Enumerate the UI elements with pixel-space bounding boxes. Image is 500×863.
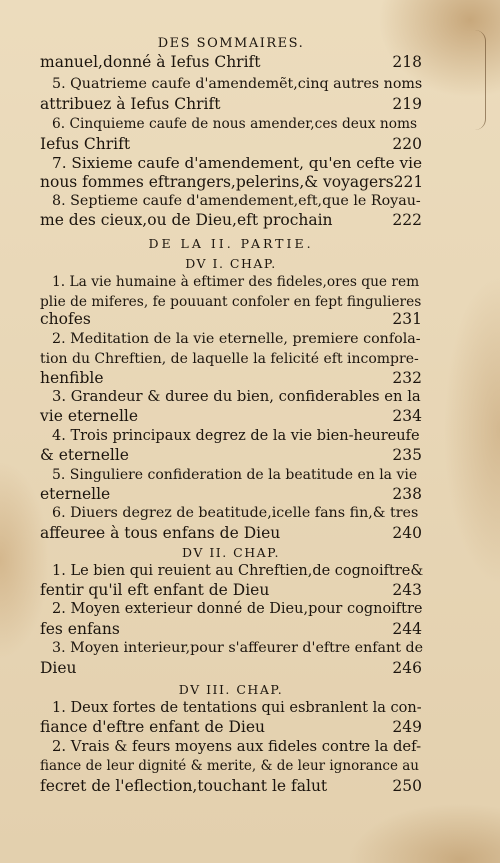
toc-line (40, 406, 422, 426)
toc-line (40, 426, 422, 446)
line-text: 1. Le bien qui reuient au Chreftien,de cognoiftre& (52, 563, 424, 579)
line-text: 1. La vie humaine à eftimer des fideles,ores que rem (52, 274, 420, 290)
toc-line (40, 309, 422, 329)
line-text: henfible (40, 369, 104, 387)
page-fold-mark (475, 30, 486, 130)
page-number: 222 (392, 211, 422, 229)
page-number: 221 (393, 173, 424, 191)
running-head: DES SOMMAIRES. (157, 36, 305, 51)
chapter-heading: DV III. CHAP. (178, 682, 284, 697)
page-number: 232 (392, 369, 422, 387)
line-text: fes enfans (40, 620, 120, 638)
line-text: nous fommes eftrangers,pelerins,& voyagers (40, 173, 394, 191)
toc-line (40, 776, 422, 796)
line-text: 6. Diuers degrez de beatitude,icelle fans fin,& tres (52, 505, 419, 521)
toc-line (40, 503, 422, 523)
chapter-heading: DV II. CHAP. (182, 545, 280, 560)
page-number: 218 (392, 53, 422, 71)
line-text: Iefus Chrift (40, 135, 131, 153)
toc-line (40, 210, 422, 230)
page-number: 220 (392, 135, 422, 153)
toc-line (40, 484, 422, 504)
page-number: 243 (392, 581, 422, 599)
toc-line (40, 74, 422, 94)
toc-line (40, 445, 422, 465)
line-text: 4. Trois principaux degrez de la vie bien-heureufe (52, 428, 420, 444)
page-number: 238 (392, 485, 422, 503)
toc-line (40, 52, 422, 72)
toc-line (40, 387, 422, 407)
toc-line (40, 272, 422, 292)
toc-line (40, 329, 422, 349)
line-text: 5. Singuliere confideration de la beatitude en la vie (52, 467, 418, 483)
line-text: 8. Septieme caufe d'amendement,eft,que le Royau- (52, 193, 421, 209)
page-number: 244 (392, 620, 422, 638)
page-number: 246 (392, 659, 422, 677)
line-text: 2. Moyen exterieur donné de Dieu,pour cognoiftre (52, 601, 423, 617)
toc-line (40, 599, 422, 619)
toc-line (40, 756, 422, 776)
line-text: attribuez à Iefus Chrift (40, 95, 221, 113)
toc-line (40, 465, 422, 485)
line-text: chofes (40, 310, 91, 328)
line-text: affeuree à tous enfans de Dieu (40, 524, 281, 542)
toc-line (40, 368, 422, 388)
line-text: fiance de leur dignité & merite, & de leur ignorance au (40, 758, 419, 774)
page-number: 250 (392, 777, 422, 795)
line-text: 2. Meditation de la vie eternelle, premiere confola- (52, 331, 421, 347)
line-text: 3. Moyen interieur,pour s'affeurer d'eftre enfant de (52, 640, 424, 656)
toc-line (40, 717, 422, 737)
page-number: 231 (392, 310, 422, 328)
toc-line (40, 114, 422, 134)
line-text: & eternelle (40, 446, 129, 464)
line-text: 3. Grandeur & duree du bien, confiderables en la (52, 388, 421, 405)
toc-line (40, 737, 422, 757)
line-text: 7. Sixieme caufe d'amendement, qu'en cefte vie (52, 154, 422, 172)
toc-line (40, 191, 422, 211)
line-text: 1. Deux fortes de tentations qui esbranlent la con- (52, 700, 422, 716)
line-text: fentir qu'il eft enfant de Dieu (40, 581, 270, 599)
part-heading: DE LA II. PARTIE. (148, 236, 314, 251)
toc-line (40, 153, 422, 173)
line-text: me des cieux,ou de Dieu,eft prochain (40, 211, 333, 229)
line-text: fiance d'eftre enfant de Dieu (40, 718, 266, 736)
toc-line (40, 658, 422, 678)
page-number: 249 (392, 718, 422, 736)
line-text: 6. Cinquieme caufe de nous amender,ces deux noms (52, 116, 418, 132)
toc-line (40, 94, 422, 114)
line-text: 2. Vrais & feurs moyens aux fideles contre la def- (52, 738, 422, 755)
line-text: manuel,donné à Iefus Chrift (40, 53, 261, 71)
line-text: eternelle (40, 485, 111, 503)
page-number: 240 (392, 524, 422, 542)
page-number: 234 (392, 407, 422, 425)
toc-line (40, 638, 422, 658)
line-text: tion du Chreftien, de laquelle la felicité eft incompre- (40, 351, 419, 367)
toc-line (40, 134, 422, 154)
page-number: 235 (392, 446, 422, 464)
toc-line (40, 561, 422, 581)
page-number: 219 (392, 95, 422, 113)
toc-line (40, 172, 422, 192)
toc-line (40, 698, 422, 718)
toc-line (40, 349, 422, 369)
line-text: fecret de l'eflection,touchant le falut (40, 777, 328, 795)
toc-line (40, 523, 422, 543)
line-text: vie eternelle (40, 407, 139, 425)
toc-line (40, 619, 422, 639)
chapter-heading: DV I. CHAP. (185, 256, 277, 271)
line-text: plie de miferes, fe pouuant confoler en fept fingulieres (40, 294, 422, 310)
toc-line (40, 580, 422, 600)
line-text: Dieu (40, 659, 77, 677)
line-text: 5. Quatrieme caufe d'amendemẽt,cinq autres noms (52, 76, 423, 92)
